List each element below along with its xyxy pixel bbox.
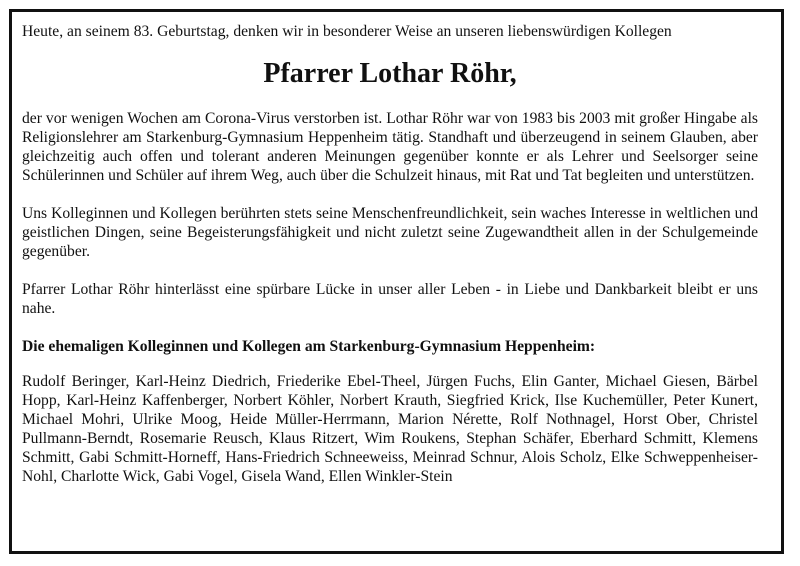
paragraph-farewell: Pfarrer Lothar Röhr hinterlässt eine spürbare Lücke in unser aller Leben - in Liebe und Dankbarkeit bleibt er uns nahe.: [22, 281, 758, 317]
signature-heading: Die ehemaligen Kolleginnen und Kollegen am Starkenburg-Gymnasium Heppenheim:: [22, 338, 596, 355]
paragraph-memories: Uns Kolleginnen und Kollegen berührten stets seine Menschenfreundlichkeit, sein waches Interesse in weltlichen und geistlichen Dingen, seine Begeisterungsfähigkeit und nicht zuletzt seine Zugewandtheit allen in der Schulgemeinde gegenüber.: [22, 205, 758, 260]
obituary-notice: [22, 22, 758, 486]
intro-line: Heute, an seinem 83. Geburtstag, denken wir in besonderer Weise an unseren liebenswürdigen Kollegen: [22, 23, 672, 40]
signatory-names: Rudolf Beringer, Karl-Heinz Diedrich, Friederike Ebel-Theel, Jürgen Fuchs, Elin Ganter, Michael Giesen, Bärbel Hopp, Karl-Heinz Kaffenberger, Norbert Köhler, Norbert Krauth, Siegfried Krick, Ilse Kuchemüller, Peter Kunert, Michael Mohri, Ulrike Moog, Heide Müller-Herrmann, Marion Nérette, Rolf Nothnagel, Horst Ober, Christel Pullmann-Berndt, Rosemarie Reusch, Klaus Ritzert, Wim Roukens, Stephan Schäfer, Eberhard Schmitt, Klemens Schmitt, Gabi Schmitt-Horneff, Hans-Friedrich Schneeweiss, Meinrad Schnur, Alois Scholz, Elke Schweppenheiser-Nohl, Charlotte Wick, Gabi Vogel, Gisela Wand, Ellen Winkler-Stein: [22, 373, 758, 485]
paragraph-tribute: der vor wenigen Wochen am Corona-Virus verstorben ist. Lothar Röhr war von 1983 bis 2003 mit großer Hingabe als Religionslehrer am Starkenburg-Gymnasium Heppenheim tätig. Standhaft und überzeugend in seinem Glauben, aber gleichzeitig auch offen und tolerant anderen Meinungen gegenüber konnte er als Lehrer und Seelsorger seine Schülerinnen und Schüler auf ihrem Weg, auch über die Schulzeit hinaus, mit Rat und Tat begleiten und unterstützen.: [22, 110, 758, 184]
deceased-name: Pfarrer Lothar Röhr,: [263, 58, 517, 89]
